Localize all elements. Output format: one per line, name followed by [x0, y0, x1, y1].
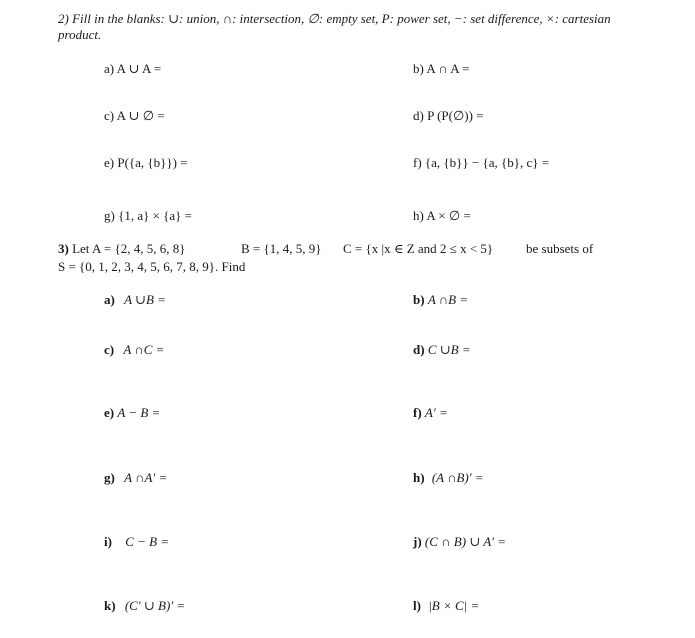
q3-item-a-expr: A ∪B =: [124, 292, 166, 307]
q3-item-k: [104, 598, 185, 614]
q3-item-h-expr: (A ∩B)′ =: [431, 470, 484, 485]
q3-item-f: [413, 405, 448, 421]
q3-item-f-expr: A′ =: [424, 405, 448, 420]
q3-item-e-label: e): [104, 405, 115, 420]
q2-item-g: g) {1, a} × {a} =: [104, 208, 192, 223]
q3-item-c: [104, 342, 164, 358]
q3-item-b-label: b): [413, 292, 425, 307]
q3-item-h: [413, 470, 484, 486]
q3-item-f-label: f): [413, 405, 422, 420]
q2-item-d: d) P (P(∅)) =: [413, 108, 484, 123]
q3-item-j-expr: (C ∩ B) ∪ A′ =: [424, 534, 507, 549]
q2-item-b: b) A ∩ A =: [413, 61, 470, 76]
q3-item-b: [413, 292, 468, 308]
q3-item-c-expr: A ∩C =: [123, 342, 165, 357]
q3-item-c-label: c): [104, 342, 115, 357]
q3-item-l: [413, 598, 479, 614]
q3-item-a-label: a): [104, 292, 115, 307]
q3-item-e-expr: A − B =: [117, 405, 161, 420]
q3-item-i: [104, 534, 169, 550]
q2-header-line2: product.: [58, 27, 102, 42]
q3-item-a: [104, 292, 166, 308]
q3-item-d-label: d): [413, 342, 425, 357]
q3-item-g-label: g): [104, 470, 115, 485]
q2-item-a: a) A ∪ A =: [104, 61, 162, 76]
q2-item-h: h) A × ∅ =: [413, 208, 471, 223]
q3-item-l-label: l): [413, 598, 421, 613]
q3-subsets-text: be subsets of: [526, 241, 594, 256]
q3-item-l-expr: |B × C| =: [428, 598, 480, 613]
q3-item-b-expr: A ∩B =: [427, 292, 469, 307]
q3-label: 3): [58, 241, 69, 256]
q3-let-text: Let A = {2, 4, 5, 6, 8}: [72, 241, 186, 256]
q2-header-line1: 2) Fill in the blanks: ∪: union, ∩: intersection, ∅: empty set, P: power set, −: set difference, ×: cartesian: [58, 11, 611, 26]
q3-item-e: [104, 405, 160, 421]
q3-set-b: B = {1, 4, 5, 9}: [241, 241, 322, 256]
q2-item-c: c) A ∪ ∅ =: [104, 108, 165, 123]
q3-universe-line: S = {0, 1, 2, 3, 4, 5, 6, 7, 8, 9}. Find: [58, 259, 246, 274]
q2-item-e: e) P({a, {b}}) =: [104, 155, 188, 170]
q2-item-f: f) {a, {b}} − {a, {b}, c} =: [413, 155, 550, 170]
q3-item-d: [413, 342, 471, 358]
q3-item-h-label: h): [413, 470, 425, 485]
q3-item-j-label: j): [413, 534, 422, 549]
q3-item-i-label: i): [104, 534, 112, 549]
q3-item-g-expr: A ∩A′ =: [124, 470, 168, 485]
q3-set-c: C = {x |x ∈ Z and 2 ≤ x < 5}: [343, 241, 494, 256]
q3-item-k-label: k): [104, 598, 116, 613]
q3-item-g: [104, 470, 167, 486]
q3-header-line1: [58, 241, 185, 257]
q3-item-d-expr: C ∪B =: [427, 342, 471, 357]
q3-item-k-expr: (C′ ∪ B)′ =: [124, 598, 186, 613]
q3-item-j: [413, 534, 506, 550]
q3-item-i-expr: C − B =: [125, 534, 170, 549]
